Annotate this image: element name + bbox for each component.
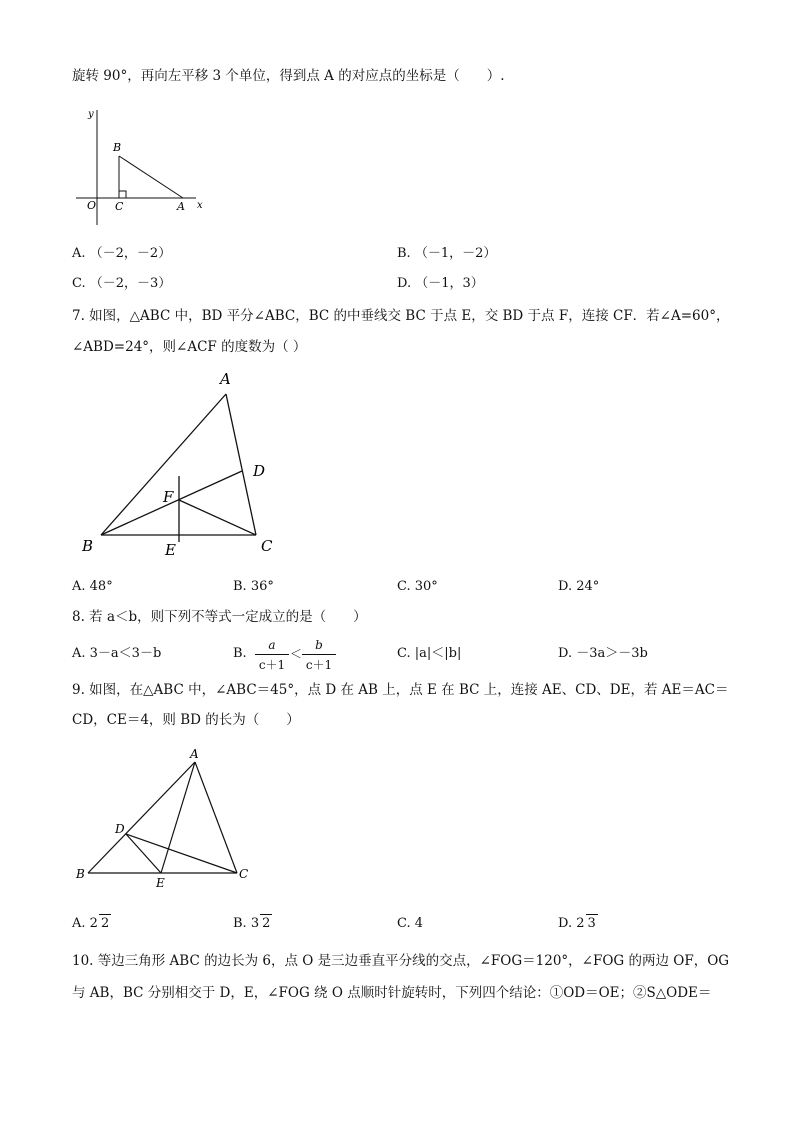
q7-label-B: B — [82, 537, 94, 555]
q6-label-x: x — [197, 200, 203, 211]
q6-option-c[interactable]: C. （－2，－3） — [72, 276, 172, 291]
q6-option-b[interactable]: B. （－1，－2） — [397, 246, 497, 261]
q7-text-line2: ∠ABD=24°，则∠ACF 的度数为（ ） — [72, 339, 307, 355]
q6-text: 旋转 90°，再向左平移 3 个单位，得到点 A 的对应点的坐标是（ ）. — [72, 68, 505, 84]
q8-fraction1-numerator: a — [268, 638, 276, 652]
q6-option-a[interactable]: A. （－2，－2） — [72, 246, 172, 261]
q8-option-d[interactable]: D. －3a＞－3b — [558, 646, 648, 661]
q9-option-b-prefix: B. 3 — [233, 916, 260, 931]
q10-text-line2: 与 AB，BC 分别相交于 D，E，∠FOG 绕 O 点顺时针旋转时，下列四个结论：①OD＝OE；②S△ODE＝ — [72, 985, 712, 1001]
q9-option-d-radical: 3 — [587, 916, 596, 931]
q9-triangle-figure — [70, 745, 270, 895]
q7-label-E: E — [165, 541, 176, 559]
q6-label-C: C — [115, 200, 124, 213]
q8-option-b-prefix: B. — [233, 646, 247, 661]
q8-option-a[interactable]: A. 3－a＜3－b — [72, 646, 162, 661]
q9-label-C: C — [239, 867, 249, 881]
q6-coordinate-figure — [70, 105, 210, 230]
q9-option-b[interactable] — [233, 914, 272, 934]
q7-label-A: A — [220, 370, 231, 388]
q10-text-line1: 10. 等边三角形 ABC 的边长为 6，点 O 是三边垂直平分线的交点，∠FOG＝120°，∠FOG 的两边 OF，OG — [72, 953, 730, 969]
q7-label-F: F — [163, 488, 174, 506]
q7-option-a[interactable]: A. 48° — [72, 579, 113, 594]
q9-label-A: A — [190, 747, 199, 761]
q9-option-a-radical: 2 — [100, 916, 110, 931]
q7-text-line1: 7. 如图，△ABC 中，BD 平分∠ABC，BC 的中垂线交 BC 于点 E，交 BD 于点 F，连接 CF．若∠A=60°， — [72, 308, 730, 324]
q9-option-a-prefix: A. 2 — [72, 916, 98, 931]
q9-option-c[interactable]: C. 4 — [397, 916, 424, 931]
q9-option-d-prefix: D. 2 — [558, 916, 585, 931]
q8-fraction1-denominator: c＋1 — [258, 658, 286, 672]
q8-less-than: ＜ — [290, 647, 303, 661]
q7-triangle-figure — [70, 365, 290, 565]
q9-label-D: D — [115, 822, 125, 836]
q9-label-B: B — [76, 867, 85, 881]
q7-label-D: D — [253, 462, 266, 480]
q8-text: 8. 若 a＜b，则下列不等式一定成立的是（ ） — [72, 609, 367, 625]
q7-option-c[interactable]: C. 30° — [397, 579, 438, 594]
q7-label-C: C — [261, 537, 273, 555]
q8-fraction2-denominator: c＋1 — [305, 658, 333, 672]
q6-label-y: y — [88, 109, 94, 120]
q6-label-A: A — [177, 200, 185, 213]
q8-fraction2-numerator: b — [315, 638, 323, 652]
q9-option-a[interactable] — [72, 914, 111, 934]
q7-option-b[interactable]: B. 36° — [233, 579, 274, 594]
q9-text-line1: 9. 如图，在△ABC 中，∠ABC＝45°，点 D 在 AB 上，点 E 在 BC 上，连接 AE、CD、DE，若 AE＝AC＝ — [72, 682, 729, 698]
q6-label-O: O — [87, 199, 97, 212]
q8-option-c[interactable]: C. |a|＜|b| — [397, 646, 462, 661]
q9-text-line2: CD，CE＝4，则 BD 的长为（ ） — [72, 712, 300, 728]
q6-option-d[interactable]: D. （－1，3） — [397, 276, 484, 291]
q9-option-d[interactable] — [558, 914, 598, 934]
q6-label-B: B — [113, 141, 122, 154]
q9-label-E: E — [156, 876, 165, 890]
q9-option-b-radical: 2 — [262, 916, 271, 931]
q7-option-d[interactable]: D. 24° — [558, 579, 600, 594]
